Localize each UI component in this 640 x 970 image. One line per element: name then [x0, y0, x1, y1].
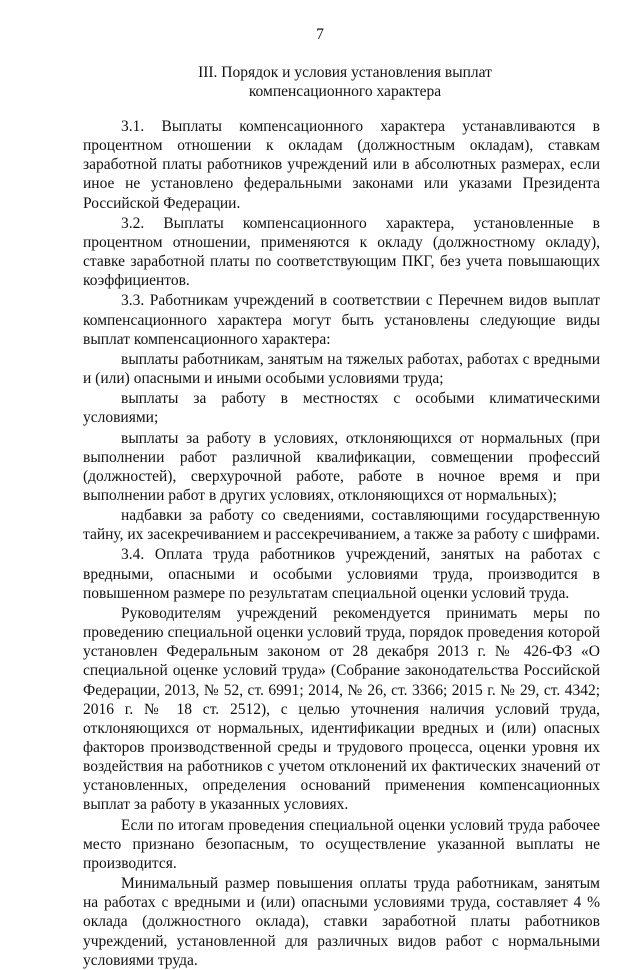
document-body [83, 117, 600, 970]
paragraph-safe-workplace: Если по итогам проведения специальной оценки условий труда рабочее место признано безопасным, то осуществление указанной выплаты не производится. [83, 816, 600, 872]
paragraph-3-4: 3.4. Оплата труда работников учреждений, занятых на работах с вредными, опасными и особыми условиями труда, производится в повышенном размере по результатам специальной оценки условий труда. [83, 546, 600, 602]
paragraph-minimum-increase: Минимальный размер повышения оплаты труда работникам, занятым на работах с вредными и (или) опасными условиями труда, составляет 4 % оклада (должностного оклада), ставки заработной платы работников учреждений, установленной для различных видов работ с нормальными условиями труда. [83, 875, 600, 969]
section-heading-line-2: компенсационного характера [248, 83, 442, 100]
list-item-hazardous-work: выплаты работникам, занятым на тяжелых работах, работах с вредными и (или) опасными и иными особыми условиями труда; [83, 350, 600, 388]
paragraph-3-2: 3.2. Выплаты компенсационного характера, установленные в процентном отношении, применяются к окладу (должностному окладу), ставке заработной платы по соответствующим ПКГ, без учета повышающих коэффициентов. [83, 214, 600, 290]
paragraph-managers-recommendation: Руководителям учреждений рекомендуется принимать меры по проведению специальной оценки условий труда, порядок проведения которой установлен Федеральным законом от 28 декабря 2013 г. № 426-ФЗ «О специальной оценке условий труда» (Собрание законодательства Российской Федерации, 2013, № 52, ст. 6991; 2014, № 26, ст. 3366; 2015 г. № 29, ст. 4342; 2016 г. № 18 ст. 2512), с целью уточнения наличия условий труда, отклоняющихся от нормальных, идентификации вредных и (или) опасных факторов производственной среды и трудового процесса, оценки уровня их воздействия на работников с учетом отклонений их фактических значений от установленных, определения оснований применения компенсационных выплат за работу в указанных условиях. [83, 604, 600, 814]
section-heading-line-1: III. Порядок и условия установления выплат [198, 64, 492, 81]
section-heading [90, 63, 600, 101]
paragraph-3-3: 3.3. Работникам учреждений в соответствии с Перечнем видов выплат компенсационного характера могут быть установлены следующие виды выплат компенсационного характера: [83, 292, 600, 348]
list-item-state-secret: надбавки за работу со сведениями, составляющими государственную тайну, их засекречиванием и рассекречиванием, а также за работу с шифрами. [83, 507, 600, 544]
list-item-deviating-conditions: выплаты за работу в условиях, отклоняющихся от нормальных (при выполнении работ различной квалификации, совмещении профессий (должностей), сверхурочной работе, работе в ночное время и при выполнении работ в других условиях, отклоняющихся от нормальных); [83, 429, 600, 504]
list-item-climatic-conditions: выплаты за работу в местностях с особыми климатическими условиями; [83, 390, 600, 427]
paragraph-3-1: 3.1. Выплаты компенсационного характера устанавливаются в процентном отношении к окладам (должностным окладам), ставкам заработной платы работников учреждений или в абсолютных размерах, если иное не установлено федеральными законами или указами Президента Российской Федерации. [83, 118, 600, 212]
page-number: 7 [316, 26, 324, 43]
